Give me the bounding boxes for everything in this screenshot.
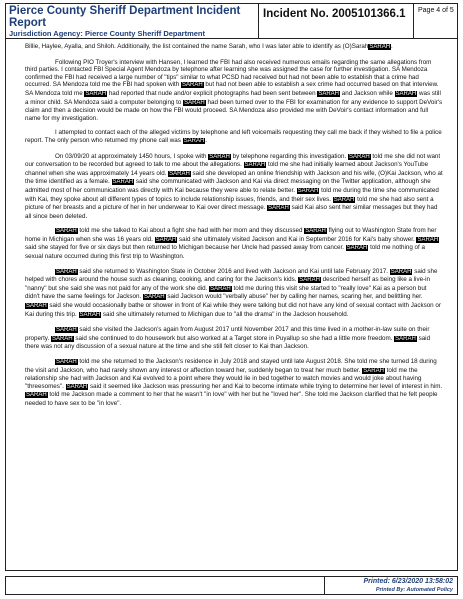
redaction-box: SARAH: [79, 311, 101, 318]
redaction-box: SARAH: [348, 153, 370, 160]
redaction-box: SARAH: [56, 359, 77, 365]
frame-left: [5, 39, 6, 570]
redaction-box: SARAH: [395, 335, 416, 342]
narrative-paragraph: SARAH told me she returned to the Jackson's residence in July 2018 and stayed until late August 2018. She told me she turned 18 during the visit and Jackson, who had rarely shown any interest or affection toward her, suddenly began to treat her much better. SARAH told me the relationship she had with Jackson and Kai evolved to a point where they would lie in bed together to watch movies and would joke about having "threesomes". SARAH said it seemed like Jackson was pressuring her and Kai to become intimate while trying to determine her level of interest in him. SARAH told me Jackson made a comment to her that he wasn't "in love" with her but he "loved her". She told me Jackson clarified that he felt people needed to have sex to be "in love".: [25, 358, 443, 407]
redaction-box: SARAH: [363, 367, 384, 374]
narrative-paragraph: SARAH told me she talked to Kai about a fight she had with her mom and they discussed SARAH flying out to Washington State from her home in Michigan when she was 16 years old. SARAH said she ultimately visited Jackson and Kai in September 2016 for Kai's baby shower. SARAH said she stayed for five or six days but then returned to Michigan because her Uncle had passed away from cancer. SARAH told me nothing of a sexual nature occurred during this first trip to Washington.: [25, 227, 439, 261]
report-header: [5, 3, 458, 39]
redaction-box: SARAH: [305, 228, 326, 235]
redaction-box: SARAH: [244, 162, 266, 169]
narrative-paragraph: I attempted to contact each of the alleged victims by telephone and left voicemails requesting they call me back if they wished to file a police report. The only person who returned my phone call was SARAH.: [25, 129, 442, 144]
redaction-box: SARAH: [299, 277, 320, 284]
redaction-box: SARAH: [183, 137, 205, 144]
redaction-box: SARAH: [112, 179, 134, 186]
narrative-paragraph: On 03/09/20 at approximately 1450 hours, I spoke with SARAH by telephone regarding this investigation. SARAH told me she did not want our conversation to be recorded but agreed to talk to me about the allegations. SARAH told me she had initially learned about Jackson's YouTube channel when she was approximately 14 years old. SARAH said she developed an online friendship with Jackson and his wife, (O)Kai Jackson, who at the time identified as a female. SARAH said she communicated with Jackson and Kai via direct messaging on the Twitter application, although she admitted most of her communication was directly with Kai because they were able to relate better. SARAH told me during the time she communicated with Kai, they spoke about all different types of topics to include relationship issues, friends, and their sex lives. SARAH told me she had also sent a picture of her breasts and a picture of her in her underwear to Kai over direct message. SARAH said Kai also sent her similar messages but they had all since been deleted.: [25, 152, 443, 220]
redaction-box: SARAH: [85, 90, 107, 97]
redaction-box: SARAH: [155, 236, 177, 243]
redaction-box: SARAH: [26, 392, 47, 399]
report-body: [25, 43, 443, 415]
report-footer: [5, 576, 458, 595]
footer-divider: [324, 577, 325, 594]
report-page: [5, 3, 458, 595]
redaction-box: SARAH: [209, 153, 230, 160]
printed-by: Printed By: Automated Policy: [375, 587, 453, 593]
jurisdiction-label: Jurisdiction Agency: Pierce County Sheriff Department: [9, 29, 206, 38]
redaction-box: SARAH: [182, 82, 203, 89]
narrative-paragraph: SARAH said she returned to Washington State in October 2016 and lived with Jackson and Kai until late February 2017. SARAH said she helped with chores around the house such as cleaning, cooking, and caring for the Jackson's kids. SARAH described herself as being like a live-in "nanny" but she said she was not paid for any of the work she did. SARAH told me during this visit she started to "really love" Kai as a person but didn't have the same feelings for Jackson. SARAH said Jackson would "verbally abuse" her by calling her names, scaring her, and belittling her. SARAH said she would occasionally bathe or shower in front of Kai while they were talking but did not have any kind of sexual contact with Jackson or Kai during this trip. SARAH said she ultimately returned to Michigan due to "all the drama" in the Jackson household.: [25, 267, 441, 318]
redaction-box: SARAH: [143, 294, 165, 301]
redaction-box: SARAH: [56, 228, 77, 235]
redaction-box: SARAH: [51, 335, 73, 342]
narrative-paragraph: Billie, Haylee, Ayalla, and Shiloh. Additionally, the list contained the name Sarah, who I was later able to identify as (O)SarahSARAH.: [25, 43, 393, 50]
report-title: Pierce County Sheriff Department Incident Report: [9, 5, 241, 29]
redaction-box: SARAH: [56, 268, 77, 275]
redaction-box: SARAH: [390, 268, 412, 275]
printed-timestamp: Printed: 6/23/2020 13:58:02: [363, 578, 453, 585]
frame-right: [457, 39, 458, 570]
redaction-box: SARAH: [26, 303, 47, 310]
header-divider: [258, 4, 259, 39]
redaction-box: SARAH: [346, 245, 368, 252]
redaction-box: SARAH: [184, 99, 205, 106]
redaction-box: SARAH: [417, 236, 439, 243]
redaction-box: SARAH: [268, 205, 289, 212]
redaction-box: SARAH: [297, 187, 319, 194]
page-indicator: Page 4 of 5: [418, 7, 454, 14]
redaction-box: SARAH: [333, 196, 355, 203]
narrative-paragraph: Following PIO Troyer's interview with Hansen, I learned the FBI had also received numerous emails regarding the same allegations from third parties. I contacted FBI Special Agent Mendoza by telephone after learning she was assigned the case for further investigation. SA Mendoza confirmed the FBI had received a large number of "tips" similar to what PCSD had received but had not been able to establish that a crime had occurred. SA Mendoza told me the FBI had spoken with SARAH but had not been able to establish a sex crime had occurred based on that interview. SA Mendoza told me SARAH had reported that nude and/or explicit photographs had been sent between SARAH and Jackson while SARAH was still a minor child. SA Mendoza said a computer belonging to SARAH had been turned over to the FBI for examination for any evidence to support DeVoir's claim and then a decision would be made on how the FBI would proceed. SA Mendoza also provided me with DeVoir's contact information and full name for my investigation.: [25, 58, 443, 122]
redaction-box: SARAH: [56, 327, 77, 334]
redaction-box: SARAH: [210, 285, 231, 292]
redaction-box: SARAH: [169, 170, 190, 177]
incident-number: Incident No. 2005101366.1: [263, 8, 406, 20]
header-divider: [413, 4, 414, 39]
redaction-box: SARAH: [318, 90, 339, 97]
redaction-box: SARAH: [369, 44, 391, 50]
redaction-box: SARAH: [395, 90, 417, 97]
narrative-paragraph: SARAH said she visited the Jackson's again from August 2017 until November 2017 and this time lived in a mother-in-law suite on their property. SARAH said she continued to do housework but also worked at a Target store in Puyallup so she had a little more freedom. SARAH said there was not any discussion of a sexual nature at the time and she still felt closer to Kai than Jackson.: [25, 326, 431, 351]
body-bottom-rule: [5, 570, 458, 571]
redaction-box: SARAH: [66, 383, 88, 390]
